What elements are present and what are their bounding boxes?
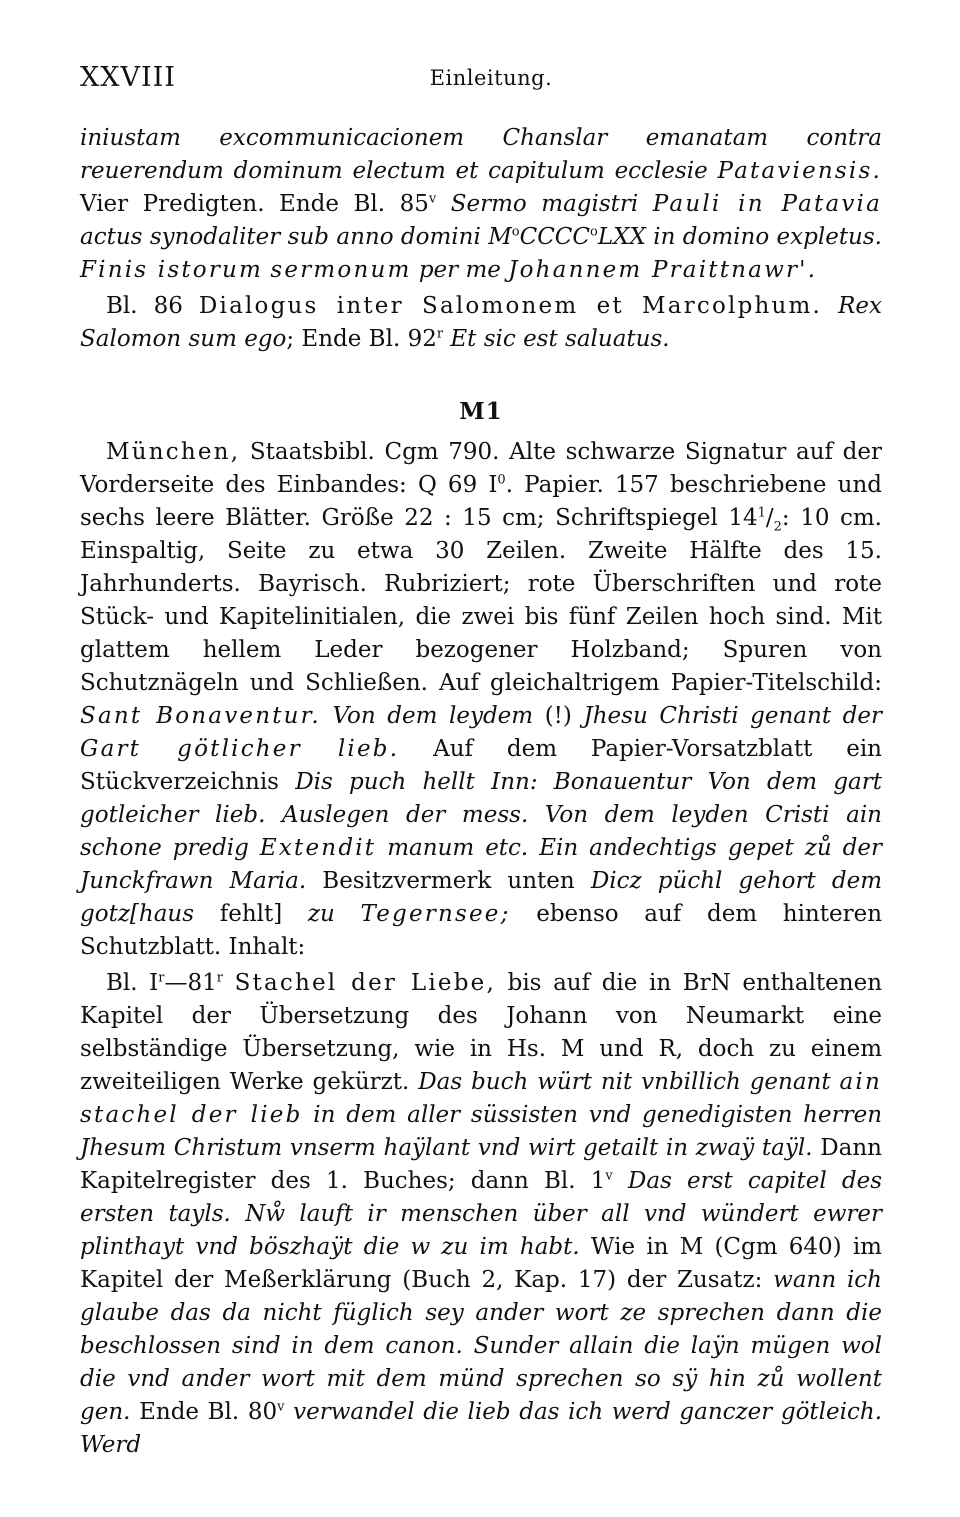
title-text: Jhesu Christi genant der <box>583 703 883 729</box>
latin-text: CCCC <box>519 224 590 250</box>
latin-text: per me <box>418 257 501 283</box>
latin-text: Sermo magistri <box>450 191 639 217</box>
paragraph-sermons <box>80 122 882 287</box>
folio-side: r <box>436 326 444 342</box>
latin-text: actus synodaliter sub anno domini M <box>80 224 512 250</box>
body-text: Staatsbibl. Cgm 790. Alte schwarze Signatur auf der Vorderseite des Einbandes: Q 69 I <box>80 439 883 498</box>
quoted-text: verwandel die lieb das ich werd ganczer götleich. Werd <box>80 1399 883 1458</box>
latin-spaced: Finis istorum <box>80 257 264 283</box>
quoted-text: Dicz püchl gehort dem gotz[haus <box>80 868 883 927</box>
quoted-text: manum etc. Ein andechtigs gepet zů der Junckfrawn Maria. <box>80 835 883 894</box>
latin-text: iniustam excommunicacionem Chanslar emanatam contra reuerendum dominum electum et capitulum ecclesie <box>80 125 882 184</box>
superscript: o <box>511 224 520 240</box>
folio-side: r <box>216 970 223 986</box>
body-text: bis auf die in BrN enthaltenen Kapitel der Übersetzung des Johann von Neumarkt eine selbständige Übersetzung, wie in Hs. M und R, doch zu einem zweiteiligen Werke gekürzt. <box>80 970 883 1095</box>
folio-side: v <box>277 1399 285 1415</box>
latin-spaced: sermonum <box>270 257 412 283</box>
title-spaced: Sant Bonaventur. <box>80 703 321 729</box>
paragraph-description <box>80 436 882 964</box>
body-text: Besitzvermerk unten <box>322 868 575 894</box>
folio-side: v <box>605 1168 613 1184</box>
quoted-text: Das buch würt nit vnbillich genant <box>418 1069 831 1095</box>
body-text: . Papier. 157 beschriebene und sechs leere Blätter. Größe 22 : 15 cm; Schriftspiegel 14 <box>80 472 882 531</box>
quoted-text: wann ich glaube das da nicht füglich sey ander wort ze sprechen dann die beschlossen sind in dem canon. Sunder allain die laÿn mügen wol die vnd ander wort mit dem münd sprechen so sÿ hin zů wollent gen. <box>80 1267 882 1425</box>
quoted-text: Das erst capitel des ersten tayls. Nẘ lauft ir menschen über all vnd wündert ewrer plinthayt vnd böszhaÿt die w zu im habt. <box>80 1168 883 1260</box>
body-text: (!) <box>544 703 572 729</box>
body-text: Wie in M (Cgm 640) im Kapitel der Meßerklärung (Buch 2, Kap. 17) der Zusatz: <box>80 1234 882 1293</box>
body-text: fehlt] <box>219 901 283 927</box>
superscript: o <box>590 224 598 240</box>
quoted-spaced: ain stachel der lieb <box>80 1069 882 1128</box>
body-text: ebenso auf dem hinteren Schutzblatt. Inhalt: <box>80 901 883 960</box>
subscript: 2 <box>773 519 782 535</box>
spaced-title: Stachel der Liebe, <box>234 970 496 996</box>
body-text: Dann Kapitelregister des 1. Buches; dann Bl. 1 <box>80 1135 882 1194</box>
latin-spaced: Pauli in Patavia <box>652 191 883 217</box>
section-heading: M1 <box>459 398 503 425</box>
paragraph-contents <box>80 967 882 1462</box>
quoted-text: in dem aller süssisten vnd genedigisten herren Jhesum Christum vnserm haÿlant vnd wirt getailt in zwaÿ taÿl. <box>80 1102 883 1161</box>
spaced-place: München, <box>106 439 241 465</box>
fraction-slash: / <box>765 505 774 531</box>
folio-side: v <box>428 191 437 207</box>
body-text: : 10 cm. Einspaltig, Seite zu etwa 30 Zeilen. Zweite Hälfte des 15. Jahrhunderts. Bayrisch. Rubriziert; rote Überschriften und rote Stück- und Kapitelinitialen, die zwei bis fünf Zeilen hoch sind. Mit glattem hellem Leder bezogener Holzband; Spuren von Schutznägeln und Schließen. Auf gleichaltrigem Papier-Titelschild: <box>80 505 882 696</box>
latin-text: Et sic est saluatus. <box>450 326 670 352</box>
running-head <box>80 62 882 102</box>
body-text: ; Ende Bl. 92 <box>286 326 437 352</box>
quoted-text: zu <box>307 901 335 927</box>
title-text: Von dem leydem <box>332 703 534 729</box>
quoted-spaced: Tegernsee; <box>360 901 511 927</box>
quoted-text: Dis puch hellt Inn: Bonauentur Von dem gart gotleicher lieb. Auslegen der mess. Von dem leyden Cristi ain schone predig <box>80 769 883 861</box>
body-text: Bl. 86 <box>106 293 183 319</box>
latin-text: in domino expletus. <box>653 224 882 250</box>
spaced-title: Dialogus inter Salomonem et Marcolphum. <box>198 293 823 319</box>
superscript: 0 <box>497 472 506 488</box>
body-text: Auf dem Papier-Vorsatzblatt ein Stückverzeichnis <box>80 736 882 795</box>
superscript: 1 <box>757 505 766 521</box>
quoted-spaced: Extendit <box>259 835 377 861</box>
body-text: Bl. I <box>106 970 159 996</box>
body-text: Vier Predigten. Ende Bl. 85 <box>80 191 429 217</box>
latin-spaced: Johannem Praittnawr'. <box>508 257 818 283</box>
latin-spaced: Pataviensis. <box>717 158 882 184</box>
page-number: XXVIII <box>80 62 176 93</box>
body-text: Ende Bl. 80 <box>139 1399 278 1425</box>
body-text: —81 <box>164 970 217 996</box>
latin-text: Rex Salomon sum ego <box>80 293 883 352</box>
latin-text: LXX <box>597 224 646 250</box>
title-spaced: Gart götlicher lieb. <box>80 736 400 762</box>
paragraph-dialogus <box>80 290 882 356</box>
folio-side: r <box>158 970 165 986</box>
running-title: Einleitung. <box>429 66 553 90</box>
